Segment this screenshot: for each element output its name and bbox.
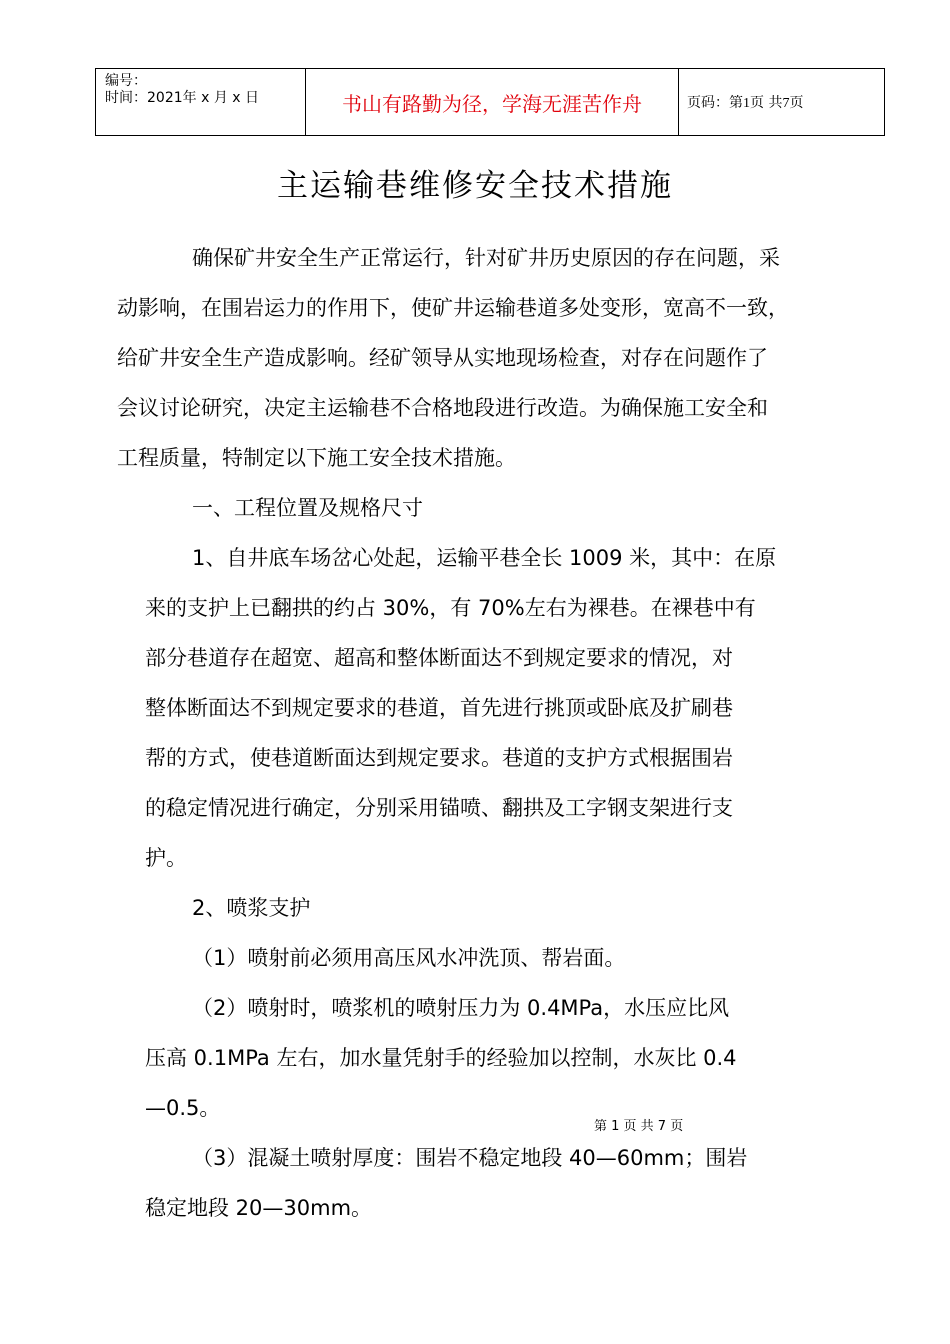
page-label: 页码：第: [687, 95, 743, 111]
item2-heading: 2、喷浆支护: [192, 896, 311, 920]
page-number-cell: [679, 69, 885, 136]
item1-paragraph: [145, 533, 776, 883]
intro-paragraph: [117, 233, 789, 483]
page-footer: 第 1 页 共 7 页: [594, 1119, 684, 1134]
page-total: 7: [782, 96, 790, 111]
header-table: [95, 68, 885, 136]
item1-line: 1、自井底车场岔心处起，运输平巷全长 1009 米，其中：在原: [192, 546, 777, 570]
header-meta-cell: [96, 69, 306, 136]
item1-line: 的稳定情况进行确定，分别采用锚喷、翻拱及工字钢支架进行支: [145, 796, 733, 820]
intro-line: 确保矿井安全生产正常运行，针对矿井历史原因的存在问题，采: [192, 246, 780, 270]
page-end: 页: [789, 95, 804, 111]
item1-line: 帮的方式，使巷道断面达到规定要求。巷道的支护方式根据围岩: [145, 746, 733, 770]
time-label: 时间：: [105, 90, 147, 106]
sub3-line: （3）混凝土喷射厚度：围岩不稳定地段 40—60mm；围岩: [192, 1146, 748, 1170]
intro-line: 工程质量，特制定以下施工安全技术措施。: [117, 446, 516, 470]
intro-line: 会议讨论研究，决定主运输巷不合格地段进行改造。为确保施工安全和: [117, 396, 768, 420]
time-year: 2021: [147, 90, 183, 106]
intro-line: 动影响，在围岩运力的作用下，使矿井运输巷道多处变形，宽高不一致，: [117, 296, 789, 320]
item1-line: 部分巷道存在超宽、超高和整体断面达不到规定要求的情况，对: [145, 646, 733, 670]
page-mid: 页 共: [750, 95, 783, 111]
time-line: [105, 90, 305, 107]
item1-line: 整体断面达不到规定要求的巷道，首先进行挑顶或卧底及扩刷巷: [145, 696, 733, 720]
motto-text: 书山有路勤为径，学海无涯苦作舟: [342, 91, 642, 116]
sub2-paragraph: [145, 983, 737, 1133]
intro-line: 给矿井安全生产造成影响。经矿领导从实地现场检查，对存在问题作了: [117, 346, 768, 370]
sub3-paragraph: [145, 1133, 747, 1233]
sub2-line: 压高 0.1MPa 左右，加水量凭射手的经验加以控制，水灰比 0.4: [145, 1046, 737, 1070]
sub1-line: （1）喷射前必须用高压风水冲洗顶、帮岩面。: [192, 946, 626, 970]
sub2-line: —0.5。: [145, 1096, 221, 1120]
item1-line: 护。: [145, 846, 187, 870]
time-rest: 年 x 月 x 日: [182, 90, 260, 106]
sub3-line: 稳定地段 20—30mm。: [145, 1196, 373, 1220]
page-num: 1: [743, 96, 750, 111]
section1-heading: 一、工程位置及规格尺寸: [192, 496, 423, 520]
item1-line: 来的支护上已翻拱的约占 30%，有 70%左右为裸巷。在裸巷中有: [145, 596, 756, 620]
code-label: 编号：: [105, 73, 147, 89]
document-title: 主运输巷维修安全技术措施: [277, 168, 673, 204]
motto-cell: [306, 69, 679, 136]
sub2-line: （2）喷射时，喷浆机的喷射压力为 0.4MPa，水压应比风: [192, 996, 730, 1020]
